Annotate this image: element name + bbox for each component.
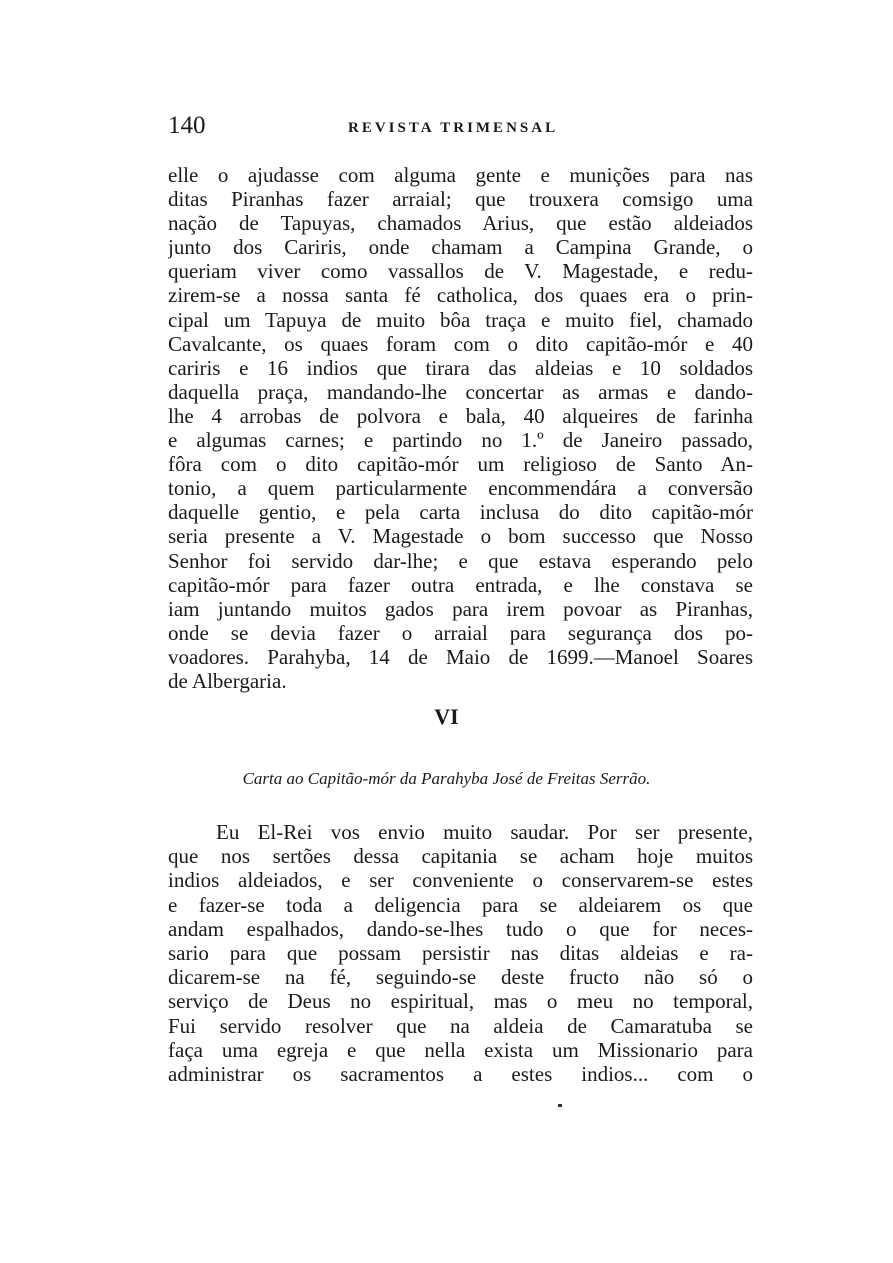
page-header [168, 112, 753, 148]
text-line: daquella praça, mandando-lhe concertar as armas e dando- [168, 379, 753, 404]
text-line: ditas Piranhas fazer arraial; que trouxera comsigo uma [168, 187, 753, 212]
text-line: sario para que possam persistir nas ditas aldeias e ra- [168, 941, 753, 966]
section-title: Carta ao Capitão-mór da Parahyba José de Freitas Serrão. [242, 769, 651, 788]
text-line: e fazer-se toda a deligencia para se aldeiarem os que [168, 892, 753, 917]
text-line: elle o ajudasse com alguma gente e munições para nas [168, 163, 753, 187]
text-line: nação de Tapuyas, chamados Arius, que estão aldeiados [168, 211, 753, 236]
text-line: dicarem-se na fé, seguindo-se deste fructo não só o [168, 965, 753, 990]
text-line: queriam viver como vassallos de V. Magestade, e redu- [168, 259, 753, 284]
paragraph-letter [168, 820, 753, 1086]
text-line: andam espalhados, dando-se-lhes tudo o que for neces- [168, 916, 753, 941]
text-line: administrar os sacramentos a estes indios... com o [168, 1062, 753, 1087]
text-line: tonio, a quem particularmente encommendára a conversão [168, 476, 753, 501]
text-line: junto dos Cariris, onde chamam a Campina Grande, o [168, 235, 753, 260]
text-line: iam juntando muitos gados para irem povoar as Piranhas, [168, 596, 753, 621]
section-number: VI [434, 704, 459, 729]
text-line: seria presente a V. Magestade o bom successo que Nosso [168, 524, 753, 549]
text-line: cariris e 16 indios que tirara das aldeias e 10 soldados [168, 355, 753, 380]
text-line: que nos sertões dessa capitania se acham hoje muitos [168, 844, 753, 869]
text-line: Fui servido resolver que na aldeia de Camaratuba se [168, 1013, 753, 1038]
text-line: faça uma egreja e que nella exista um Missionario para [168, 1037, 753, 1062]
paragraph-report [168, 163, 753, 693]
text-line: cipal um Tapuya de muito bôa traça e muito fiel, chamado [168, 307, 753, 332]
text-line: Eu El-Rei vos envio muito saudar. Por ser presente, [216, 820, 753, 844]
text-line: fôra com o dito capitão-mór um religioso de Santo An- [168, 452, 753, 477]
text-line: onde se devia fazer o arraial para segurança dos po- [168, 620, 753, 645]
text-line: Cavalcante, os quaes foram com o dito capitão-mór e 40 [168, 331, 753, 356]
print-mark [558, 1104, 562, 1107]
text-line: daquelle gentio, e pela carta inclusa do dito capitão-mór [168, 500, 753, 525]
text-line: voadores. Parahyba, 14 de Maio de 1699.—Manoel Soares [168, 644, 753, 669]
text-line: lhe 4 arrobas de polvora e bala, 40 alqueires de farinha [168, 403, 753, 428]
text-line: serviço de Deus no espiritual, mas o meu no temporal, [168, 989, 753, 1014]
text-line: zirem-se a nossa santa fé catholica, dos quaes era o prin- [168, 283, 753, 308]
running-head: REVISTA TRIMENSAL [348, 120, 559, 136]
text-line: indios aldeiados, e ser conveniente o conservarem-se estes [168, 868, 753, 893]
page-number: 140 [168, 112, 206, 139]
text-line: capitão-mór para fazer outra entrada, e lhe constava se [168, 572, 753, 597]
text-line: e algumas carnes; e partindo no 1.º de Janeiro passado, [168, 428, 753, 453]
text-line: Senhor foi servido dar-lhe; e que estava esperando pelo [168, 548, 753, 573]
text-line: de Albergaria. [168, 668, 287, 693]
